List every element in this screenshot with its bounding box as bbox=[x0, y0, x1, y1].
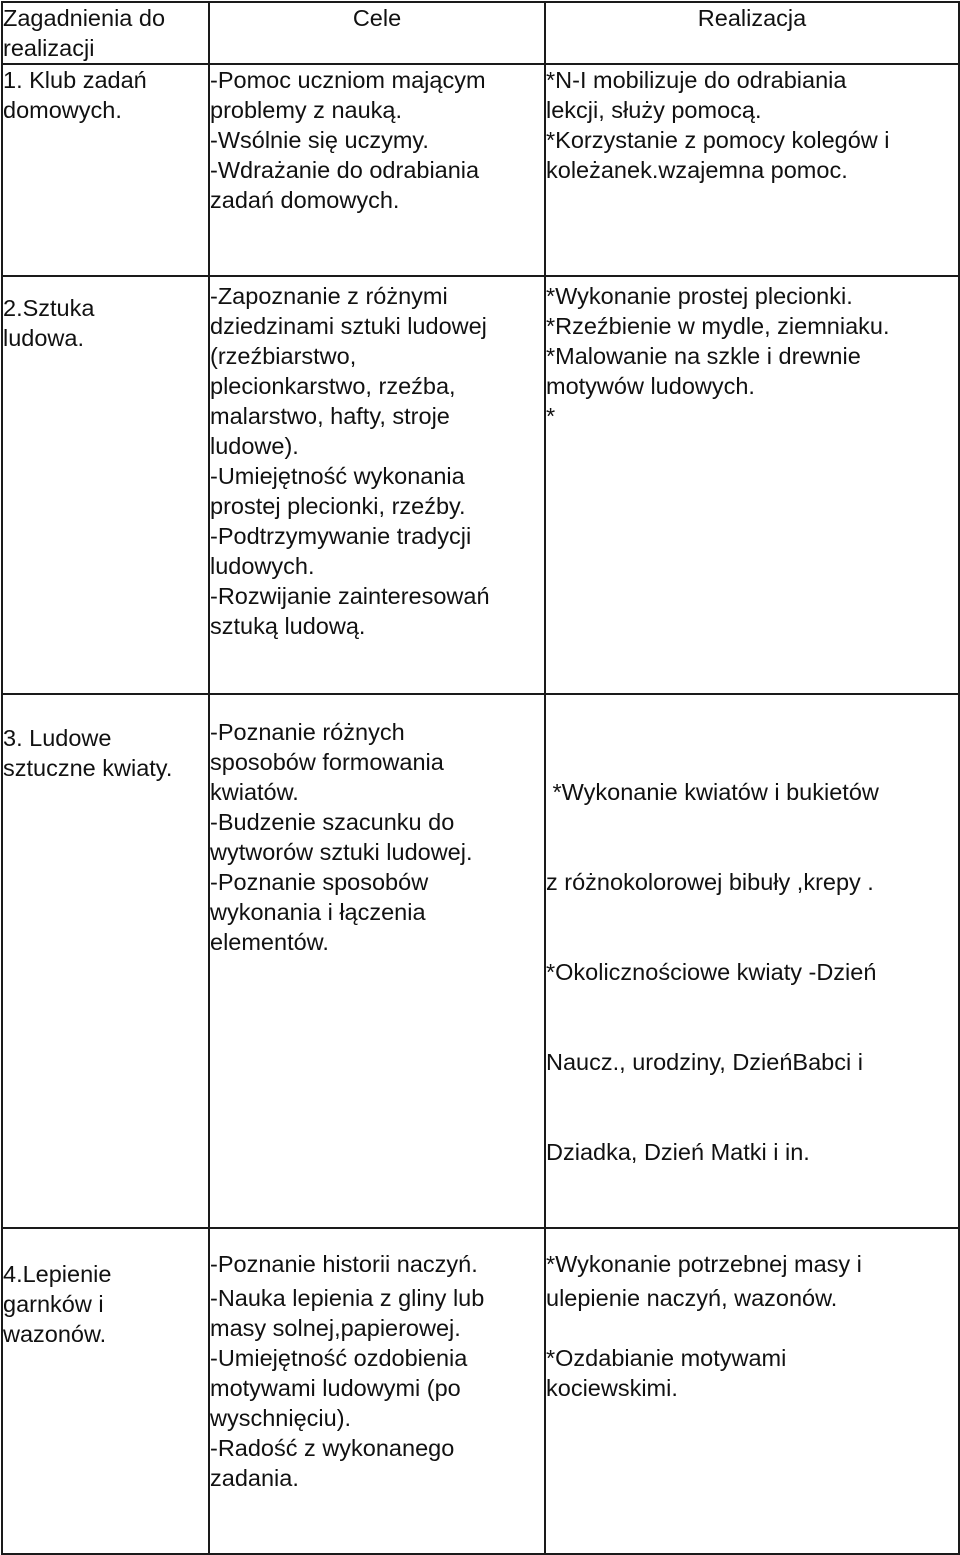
topic-cell bbox=[2, 1228, 209, 1554]
table-row bbox=[2, 694, 959, 1228]
plan-table bbox=[1, 1, 960, 1555]
text-line: -Zapoznanie z różnymi bbox=[210, 283, 448, 309]
realization-cell bbox=[545, 694, 959, 1228]
topic-cell bbox=[2, 64, 209, 276]
goals-cell bbox=[209, 64, 545, 276]
realization-cell bbox=[545, 276, 959, 694]
header-topic: Zagadnienia do realizacji bbox=[2, 2, 209, 64]
text-line: motywami ludowymi (po bbox=[210, 1375, 461, 1401]
text-line: wykonania i łączenia bbox=[210, 899, 426, 925]
text-line: dziedzinami sztuki ludowej bbox=[210, 313, 487, 339]
text-line: -Poznanie różnych bbox=[210, 719, 405, 745]
text-line: wazonów. bbox=[3, 1321, 107, 1347]
text-line: kwiatów. bbox=[210, 779, 299, 805]
text-line: zadania. bbox=[210, 1465, 299, 1491]
text-line: *Wykonanie prostej plecionki. bbox=[546, 283, 853, 309]
text-line: plecionkarstwo, rzeźba, bbox=[210, 373, 456, 399]
text-line: *Wykonanie kwiatów i bukietów bbox=[546, 779, 879, 805]
text-line: *Wykonanie potrzebnej masy i bbox=[546, 1251, 862, 1277]
text-line: * bbox=[546, 403, 556, 429]
text-line: -Umiejętność wykonania bbox=[210, 463, 465, 489]
text-line: -Poznanie historii naczyń. bbox=[210, 1251, 478, 1277]
text-line: 1. Klub zadań bbox=[3, 67, 147, 93]
text-line: lekcji, służy pomocą. bbox=[546, 97, 762, 123]
text-line: *N-I mobilizuje do odrabiania bbox=[546, 67, 847, 93]
realization-cell bbox=[545, 64, 959, 276]
text-line: 3. Ludowe bbox=[3, 725, 112, 751]
text-line: wytworów sztuki ludowej. bbox=[210, 839, 473, 865]
topic-cell bbox=[2, 276, 209, 694]
text-line: *Okolicznościowe kwiaty -Dzień bbox=[546, 959, 877, 985]
header-row bbox=[2, 2, 959, 64]
table-row bbox=[2, 64, 959, 276]
header-realization: Realizacja bbox=[545, 2, 959, 64]
text-line: -Radość z wykonanego bbox=[210, 1435, 455, 1461]
text-line: -Nauka lepienia z gliny lub bbox=[210, 1285, 485, 1311]
goals-cell bbox=[209, 694, 545, 1228]
text-line: z różnokolorowej bibuły ,krepy . bbox=[546, 869, 874, 895]
text-line: Dziadka, Dzień Matki i in. bbox=[546, 1139, 810, 1165]
text-line: -Rozwijanie zainteresowań bbox=[210, 583, 490, 609]
text-line: motywów ludowych. bbox=[546, 373, 755, 399]
text-line: ludowych. bbox=[210, 553, 315, 579]
realization-cell bbox=[545, 1228, 959, 1554]
text-line: ludowe). bbox=[210, 433, 299, 459]
text-line: problemy z nauką. bbox=[210, 97, 403, 123]
text-line: sztuką ludową. bbox=[210, 613, 366, 639]
text-line: *Malowanie na szkle i drewnie bbox=[546, 343, 861, 369]
text-line: masy solnej,papierowej. bbox=[210, 1315, 461, 1341]
text-line: kociewskimi. bbox=[546, 1375, 678, 1401]
blank-line bbox=[546, 1313, 958, 1343]
text-line: prostej plecionki, rzeźby. bbox=[210, 493, 466, 519]
text-line: 2.Sztuka bbox=[3, 295, 95, 321]
text-line: -Umiejętność ozdobienia bbox=[210, 1345, 468, 1371]
topic-cell bbox=[2, 694, 209, 1228]
table-row bbox=[2, 1228, 959, 1554]
text-line: ludowa. bbox=[3, 325, 84, 351]
text-line: sztuczne kwiaty. bbox=[3, 755, 173, 781]
goals-cell bbox=[209, 276, 545, 694]
text-line: Naucz., urodziny, DzieńBabci i bbox=[546, 1049, 863, 1075]
text-line: -Podtrzymywanie tradycji bbox=[210, 523, 472, 549]
text-line: elementów. bbox=[210, 929, 329, 955]
text-line: -Wsólnie się uczymy. bbox=[210, 127, 429, 153]
goals-cell bbox=[209, 1228, 545, 1554]
text-line: 4.Lepienie bbox=[3, 1261, 112, 1287]
text-line: sposobów formowania bbox=[210, 749, 444, 775]
table-row bbox=[2, 276, 959, 694]
text-line: domowych. bbox=[3, 97, 122, 123]
text-line: ulepienie naczyń, wazonów. bbox=[546, 1285, 838, 1311]
text-line: *Korzystanie z pomocy kolegów i bbox=[546, 127, 890, 153]
text-line: wyschnięciu). bbox=[210, 1405, 352, 1431]
text-line: -Wdrażanie do odrabiania bbox=[210, 157, 480, 183]
text-line: *Rzeźbienie w mydle, ziemniaku. bbox=[546, 313, 890, 339]
header-goals: Cele bbox=[209, 2, 545, 64]
text-line: -Poznanie sposobów bbox=[210, 869, 429, 895]
text-line: zadań domowych. bbox=[210, 187, 400, 213]
text-line: (rzeźbiarstwo, bbox=[210, 343, 357, 369]
text-line: koleżanek.wzajemna pomoc. bbox=[546, 157, 848, 183]
text-line: -Budzenie szacunku do bbox=[210, 809, 455, 835]
text-line: -Pomoc uczniom mającym bbox=[210, 67, 486, 93]
text-line: malarstwo, hafty, stroje bbox=[210, 403, 450, 429]
text-line: *Ozdabianie motywami bbox=[546, 1345, 787, 1371]
text-line: garnków i bbox=[3, 1291, 104, 1317]
